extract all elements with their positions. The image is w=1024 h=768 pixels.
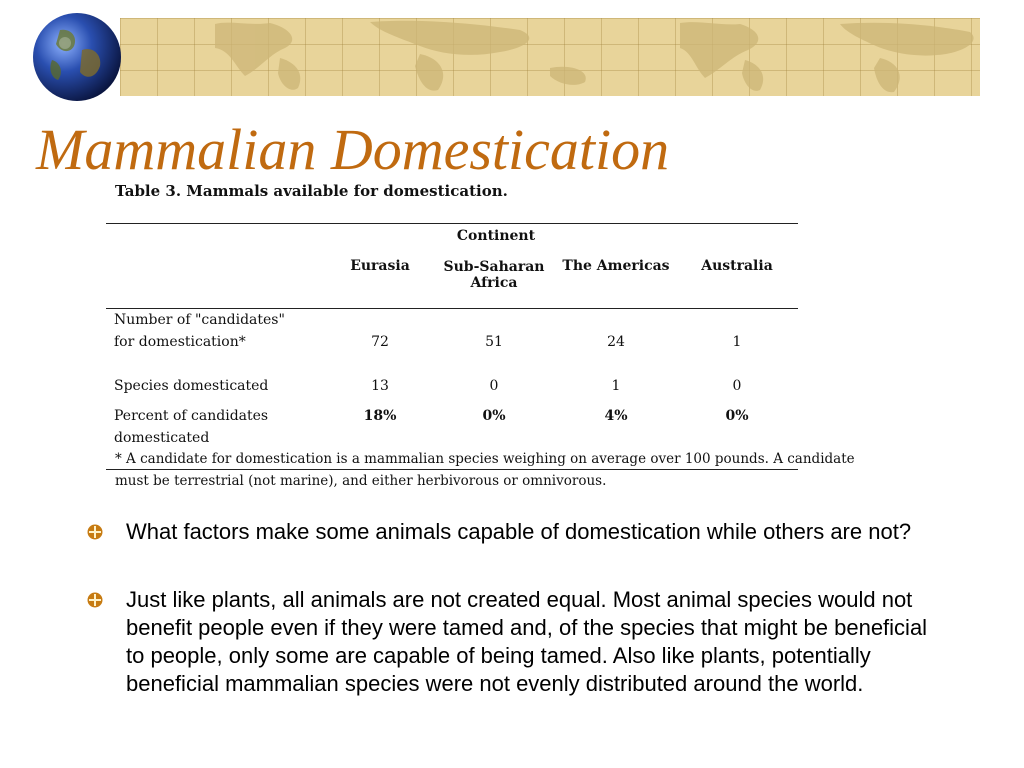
table-cell: 0% xyxy=(432,397,556,470)
domestication-table xyxy=(106,223,798,470)
column-header: Eurasia xyxy=(328,224,432,309)
row-label-line: domesticated xyxy=(114,430,210,446)
row-label-line: for domestication* xyxy=(114,334,246,350)
table-cell: 51 xyxy=(485,334,503,350)
bullet-icon xyxy=(86,523,104,541)
bullet-icon xyxy=(86,591,104,609)
bullet-text: What factors make some animals capable of domestication while others are not? xyxy=(126,519,912,544)
world-map-banner xyxy=(120,18,980,96)
table-cell: 0 xyxy=(489,378,499,394)
continent-label: Continent xyxy=(456,228,536,244)
table-footnote: * A candidate for domestication is a mammalian species weighing on average over 100 pounds. A candidate must be terrestrial (not marine), and either herbivorous or omnivorous. xyxy=(115,451,855,489)
bullet-item xyxy=(86,518,946,546)
row-label-line: Number of "candidates" xyxy=(114,312,285,328)
row-label-line: Percent of candidates xyxy=(114,408,269,424)
table-header-row xyxy=(106,224,798,309)
bullet-item xyxy=(86,586,946,698)
world-map-shapes xyxy=(120,18,980,96)
table-row xyxy=(106,353,798,397)
table-cell: 1 xyxy=(732,334,742,350)
table-cell: 0% xyxy=(676,397,798,470)
table-caption: Table 3. Mammals available for domestication. xyxy=(115,182,508,200)
table-cell: 1 xyxy=(611,378,621,394)
table-cell: 24 xyxy=(607,334,625,350)
table-cell: 0 xyxy=(732,378,742,394)
table-cell: 4% xyxy=(556,397,676,470)
slide-title: Mammalian Domestication xyxy=(36,117,670,182)
table-row xyxy=(106,309,798,354)
table-cell: 13 xyxy=(371,378,389,394)
row-label xyxy=(106,309,328,354)
row-label: Species domesticated xyxy=(114,378,269,394)
bullet-list xyxy=(86,518,946,698)
column-header: The Americas xyxy=(556,224,676,309)
table-cell: 18% xyxy=(328,397,432,470)
column-header: Australia xyxy=(676,224,798,309)
table-corner-cell xyxy=(106,224,328,309)
globe-icon xyxy=(30,10,125,105)
column-header: Sub-Saharan Africa xyxy=(432,224,556,309)
bullet-text: Just like plants, all animals are not created equal. Most animal species would not benefit people even if they were tamed and, of the species that might be beneficial to people, only some are capable of being tamed. Also like plants, potentially beneficial mammalian species were not evenly distributed around the world. xyxy=(126,587,928,696)
table-cell: 72 xyxy=(371,334,389,350)
